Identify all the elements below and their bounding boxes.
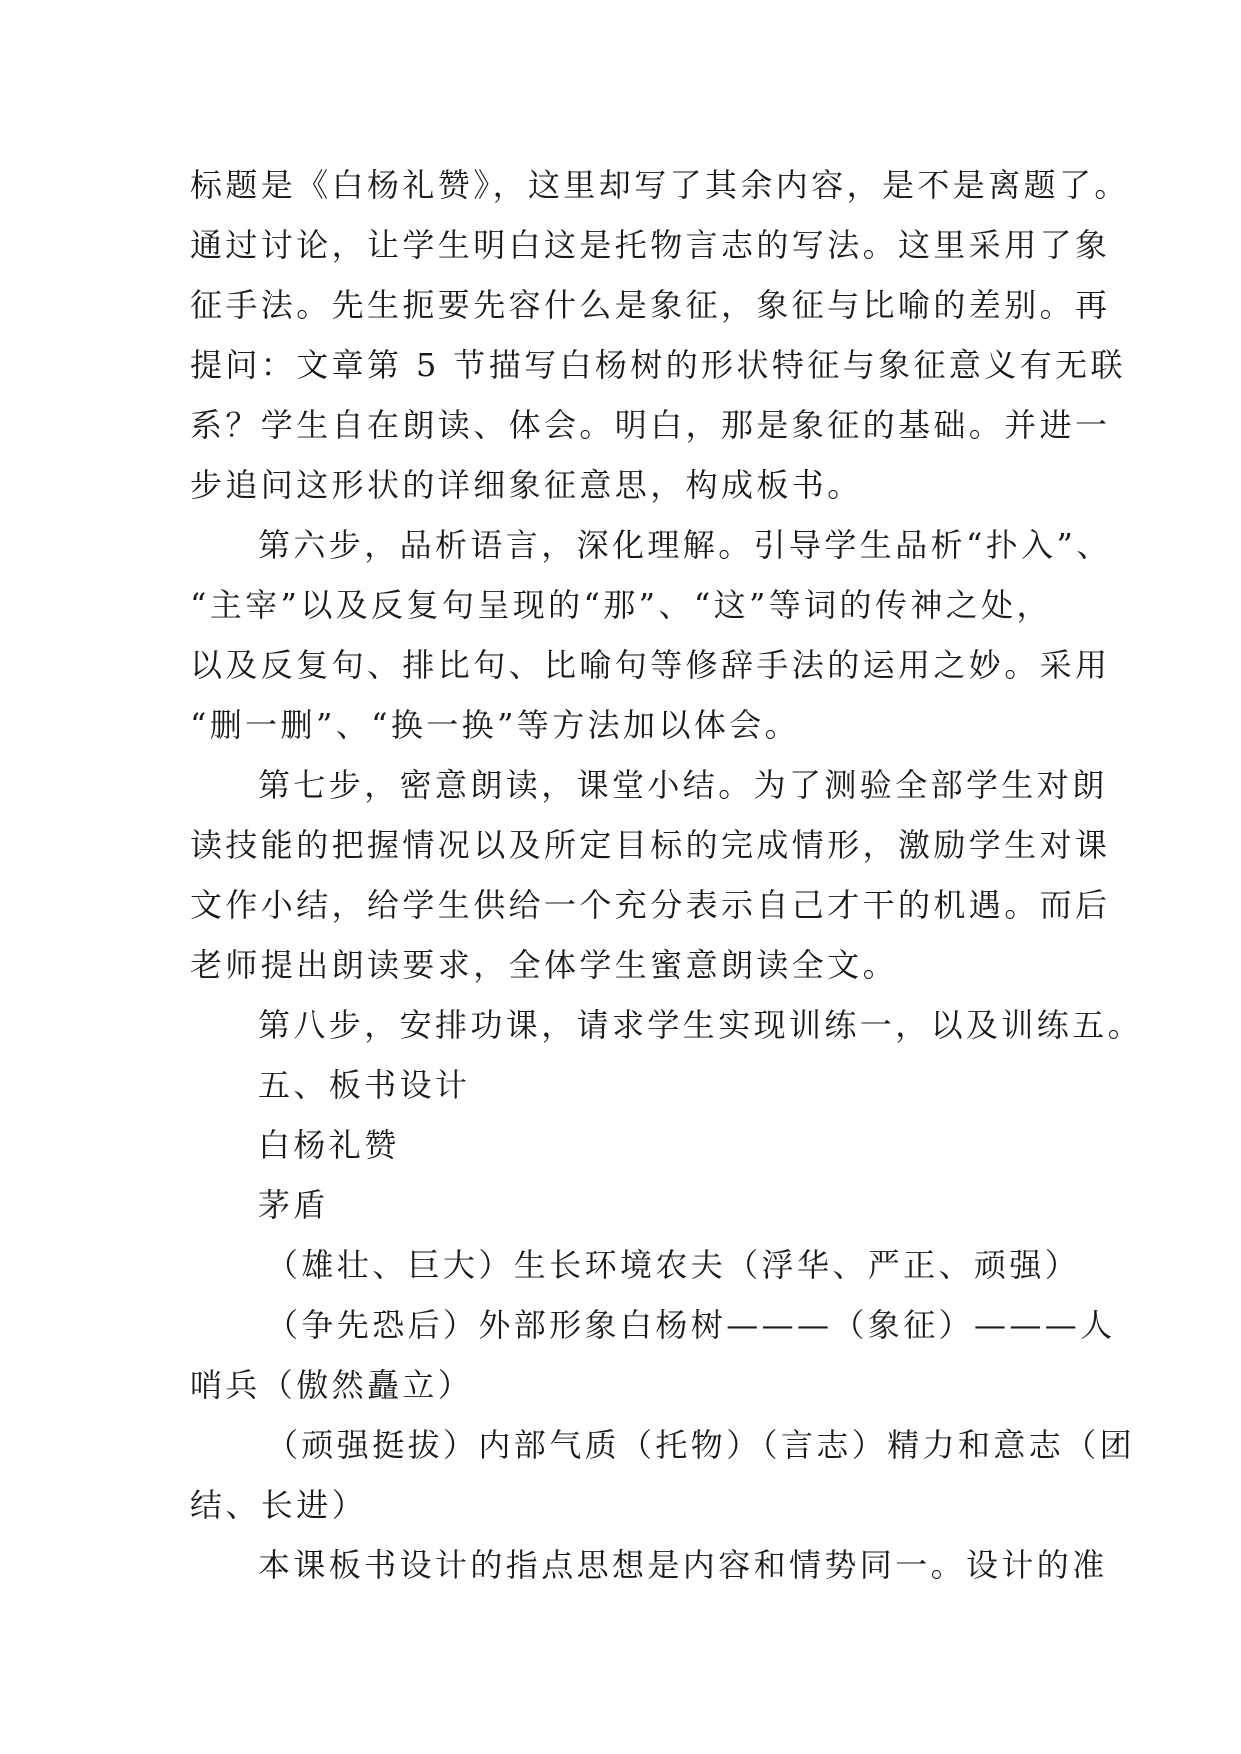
board-line: （顽强挺拔）内部气质（托物）（言志）精力和意志（团 (266, 1426, 1136, 1464)
text-line: 征手法。先生扼要先容什么是象征，象征与比喻的差别。再 (190, 286, 1111, 324)
text-line: 提问：文章第 5 节描写白杨树的形状特征与象征意义有无联 (190, 346, 1126, 384)
text-line: 本课板书设计的指点思想是内容和情势同一。设计的准 (258, 1546, 1108, 1584)
text-line: 以及反复句、排比句、比喻句等修辞手法的运用之妙。采用 (190, 646, 1111, 684)
text-line: “主宰”以及反复句呈现的“那”、“这”等词的传神之处， (190, 586, 1052, 624)
text-line: 读技能的把握情况以及所定目标的完成情形，激励学生对课 (190, 826, 1111, 864)
text-line: 第八步，安排功课，请求学生实现训练一，以及训练五。 (258, 1006, 1144, 1044)
text-line: 第六步，品析语言，深化理解。引导学生品析“扑入”、 (258, 526, 1112, 564)
text-line: 通过讨论，让学生明白这是托物言志的写法。这里采用了象 (190, 226, 1111, 264)
text-line: 标题是《白杨礼赞》，这里却写了其余内容，是不是离题了。 (190, 166, 1130, 204)
text-line: 第七步，密意朗读，课堂小结。为了测验全部学生对朗 (258, 766, 1108, 804)
body-text (190, 155, 1144, 1595)
text-line: 步追问这形状的详细象征意思，构成板书。 (190, 466, 863, 504)
text-line: 文作小结，给学生供给一个充分表示自己才干的机遇。而后 (190, 886, 1111, 924)
board-line: 结、长进） (190, 1486, 368, 1524)
text-line: 系？学生自在朗读、体会。明白，那是象征的基础。并进一 (190, 406, 1111, 444)
board-line: 哨兵（傲然矗立） (190, 1366, 474, 1404)
board-title: 白杨礼赞 (258, 1126, 400, 1164)
text-line: 老师提出朗读要求，全体学生蜜意朗读全文。 (190, 946, 899, 984)
board-line: （雄壮、巨大）生长环境农夫（浮华、严正、顽强） (266, 1246, 1081, 1284)
board-line: （争先恐后）外部形象白杨树———（象征）———人 (266, 1306, 1116, 1344)
text-line: “删一删”、“换一换”等方法加以体会。 (190, 706, 801, 744)
board-author: 茅盾 (258, 1186, 329, 1224)
section-heading: 五、板书设计 (258, 1066, 471, 1104)
